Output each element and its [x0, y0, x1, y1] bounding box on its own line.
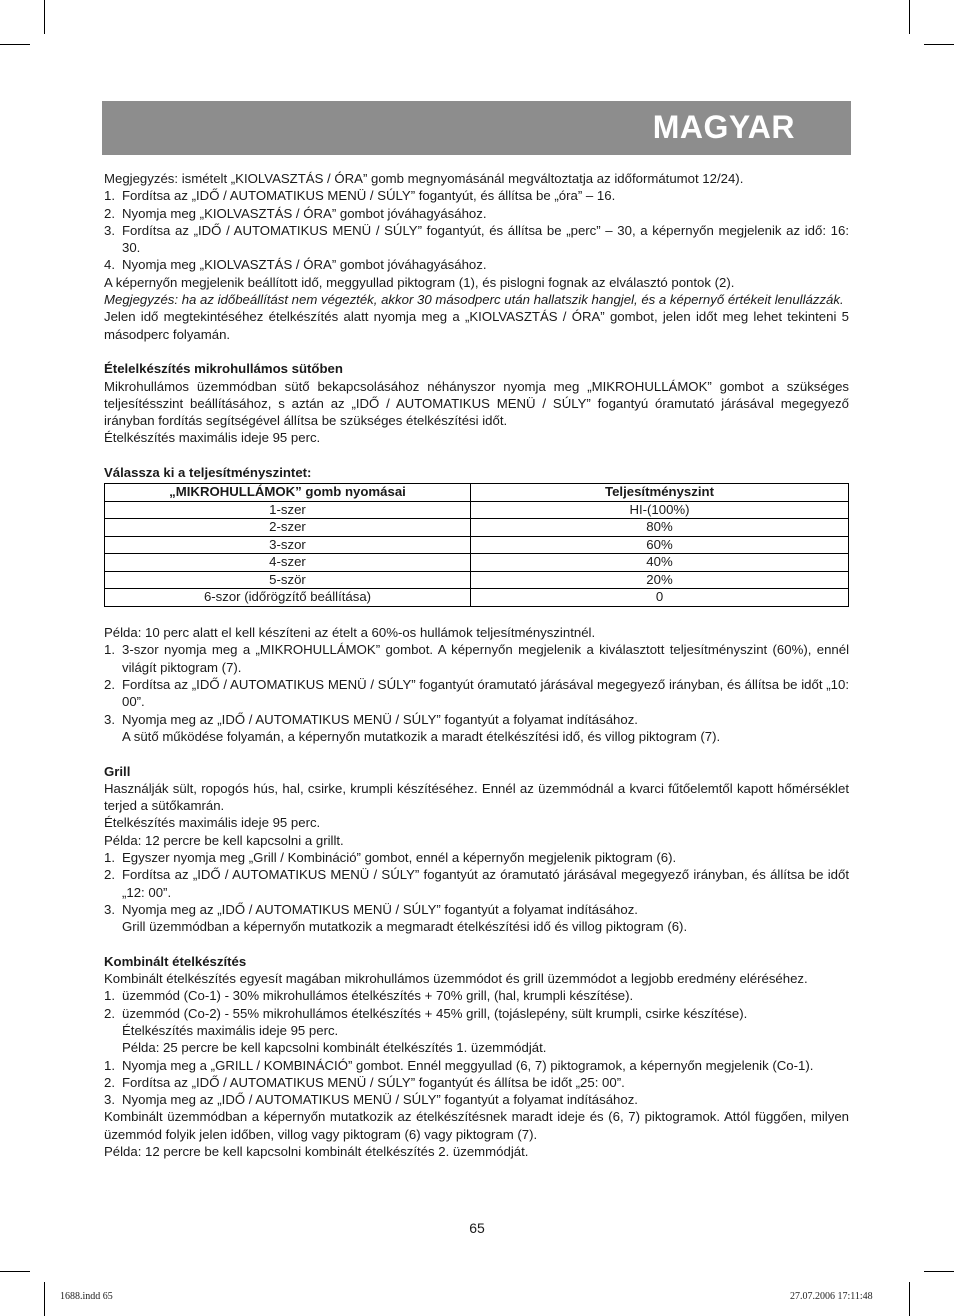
section-heading: Grill: [104, 763, 131, 779]
list-item: 1. Egyszer nyomja meg „Grill / Kombináció” gombot, ennél a képernyőn megjelenik piktogram (6).: [104, 850, 677, 865]
section-heading: Kombinált ételkészítés: [104, 953, 247, 969]
list-item-continuation: Példa: 25 percre be kell kapcsolni kombinált ételkészítés 1. üzemmódját.: [122, 1040, 547, 1056]
paragraph: Kombinált üzemmódban a képernyőn mutatkozik az ételkészítésnek maradt ideje és (6, 7) piktogramok. Attól függően, milyen üzemmód folyik jelen időben, villog vagy piktogram (6) vagy piktogram (7).: [104, 1109, 849, 1142]
list-item: 2. Fordítsa az „IDŐ / AUTOMATIKUS MENÜ / SÚLY” fogantyút óramutató járásával megegyező irányban, és állítsa be időt „10: 00”.: [104, 677, 849, 710]
note: Megjegyzés: ismételt „KIOLVASZTÁS / ÓRA” gomb megnyomásánál megváltoztatja az időformátumot 12/24).: [104, 171, 744, 186]
footer-timestamp: 27.07.2006 17:11:48: [790, 1291, 873, 1302]
italic-note: Megjegyzés: ha az időbeállítást nem végezték, akkor 30 másodperc után hallatszik hangjel, és a képernyő értékeit lenullázzák.: [104, 292, 844, 308]
crop-mark: [0, 44, 30, 45]
paragraph: Példa: 12 percre be kell kapcsolni a grillt.: [104, 832, 344, 848]
list-item: 1. 3-szor nyomja meg a „MIKROHULLÁMOK” gombot. A képernyőn megjelenik a kiválasztott teljesítményszint (60%), ennél világít piktogram (7).: [104, 642, 849, 675]
list-item-continuation: Grill üzemmódban a képernyőn mutatkozik a megmaradt ételkészítési idő és villog piktogram (6).: [122, 919, 688, 935]
crop-mark: [0, 1271, 30, 1272]
paragraph: Példa: 12 percre be kell kapcsolni kombinált ételkészítés 2. üzemmódját.: [104, 1144, 529, 1160]
crop-mark: [909, 1282, 910, 1316]
list-item: 2. Fordítsa az „IDŐ / AUTOMATIKUS MENÜ / SÚLY” fogantyút az óramutató járásával megegyező irányban, és állítsa be időt „12: 00”.: [104, 867, 849, 900]
section-heading: Ételelkészítés mikrohullámos sütőben: [104, 361, 343, 377]
list-item-continuation: A sütő működése folyamán, a képernyőn mutatkozik a maradt ételkészítési idő, és villog piktogram (7).: [122, 728, 721, 744]
table-row: 6-szor (időrögzítő beállítása) 0: [105, 589, 849, 607]
paragraph: Példa: 10 perc alatt el kell készíteni az ételt a 60%-os hullámok teljesítményszintnél.: [104, 625, 596, 641]
list-item: 2. üzemmód (Co-2) - 55% mikrohullámos ételkészítés + 45% grill, (tojáslepény, sült krumpli, csirke készítése).: [104, 1005, 748, 1021]
crop-mark: [924, 44, 954, 45]
list-item: 3. Nyomja meg az „IDŐ / AUTOMATIKUS MENÜ / SÚLY” fogantyút a folyamat indításához.: [104, 1092, 638, 1108]
table-row: 3-szor 60%: [105, 536, 849, 554]
list-item: 2. Fordítsa az „IDŐ / AUTOMATIKUS MENÜ / SÚLY” fogantyút és állítsa be időt „25: 00”.: [104, 1074, 625, 1090]
table-row: 1-szer HI-(100%): [105, 501, 849, 519]
crop-mark: [924, 1271, 954, 1272]
table-row: 2-szer 80%: [105, 519, 849, 537]
list-item: 3. Nyomja meg az „IDŐ / AUTOMATIKUS MENÜ / SÚLY” fogantyút a folyamat indításához.: [104, 901, 638, 917]
list-item: 1. Fordítsa az „IDŐ / AUTOMATIKUS MENÜ / SÚLY” fogantyút, és állítsa be „óra” – 16.: [104, 188, 616, 204]
paragraph: Ételkészítés maximális ideje 95 perc.: [104, 430, 321, 446]
page-title: MAGYAR: [652, 109, 795, 145]
list-item: 1. Nyomja meg a „GRILL / KOMBINÁCIÓ” gombot. Ennél meggyullad (6, 7) piktogramok, a képernyőn megjelenik (Co-1).: [104, 1057, 814, 1073]
list-item: 3. Nyomja meg az „IDŐ / AUTOMATIKUS MENÜ / SÚLY” fogantyút a folyamat indításához.: [104, 711, 638, 727]
list-item: 1. üzemmód (Co-1) - 30% mikrohullámos ételkészítés + 70% grill, (hal, krumpli készítése).: [104, 988, 634, 1004]
column-header: Teljesítményszint: [471, 484, 849, 502]
table-row: 5-ször 20%: [105, 571, 849, 589]
paragraph: Jelen idő megtekintéséhez ételkészítés alatt nyomja meg a „KIOLVASZTÁS / ÓRA” gombot, jelen időt meg lehet tekinteni 5 másodperc folyamán.: [104, 309, 849, 342]
section-heading: Válassza ki a teljesítményszintet:: [104, 465, 312, 481]
manual-content: [104, 170, 849, 1160]
list-item: 3. Fordítsa az „IDŐ / AUTOMATIKUS MENÜ / SÚLY” fogantyút, és állítsa be „perc” – 30, a képernyőn megjelenik az idő: 16: 30.: [104, 222, 849, 256]
crop-mark: [909, 0, 910, 34]
crop-mark: [44, 0, 45, 34]
language-banner: [102, 101, 851, 155]
paragraph: A képernyőn megjelenik beállított idő, meggyullad piktogram (1), és pislogni fognak az elválasztó pontok (2).: [104, 274, 735, 290]
list-item-continuation: Ételkészítés maximális ideje 95 perc.: [122, 1022, 339, 1038]
page-number: 65: [469, 1220, 485, 1236]
paragraph: Ételkészítés maximális ideje 95 perc.: [104, 815, 321, 831]
list-item: 4. Nyomja meg „KIOLVASZTÁS / ÓRA” gombot jóváhagyásához.: [104, 257, 487, 273]
list-item: 2. Nyomja meg „KIOLVASZTÁS / ÓRA” gombot jóváhagyásához.: [104, 205, 487, 221]
paragraph: Mikrohullámos üzemmódban sütő bekapcsolásához néhányszor nyomja meg „MIKROHULLÁMOK” gombot a szükséges teljesítésszint beállításához, s aztán az „IDŐ / AUTOMATIKUS MENÜ / SÚLY” fogantyú óramutató járásával megegyező irányban fordítás segítségével állítsa be szükséges ételkészítési időt.: [104, 378, 849, 429]
table-header-row: [105, 484, 849, 502]
power-level-table: [104, 483, 849, 607]
paragraph: Használják sült, ropogós hús, hal, csirke, krumpli készítéséhez. Ennél az üzemmódnál a kvarci fűtőelemtől kapott hőmérséklet terjed a sütőkamrán.: [104, 780, 849, 814]
table-row: 4-szer 40%: [105, 554, 849, 572]
paragraph: Kombinált ételkészítés egyesít magában mikrohullámos üzemmódot és grill üzemmódot a legjobb eredmény eléréséhez.: [104, 971, 808, 987]
column-header: „MIKROHULLÁMOK” gomb nyomásai: [105, 484, 471, 502]
crop-mark: [44, 1282, 45, 1316]
footer-file-info: 1688.indd 65: [60, 1291, 113, 1302]
